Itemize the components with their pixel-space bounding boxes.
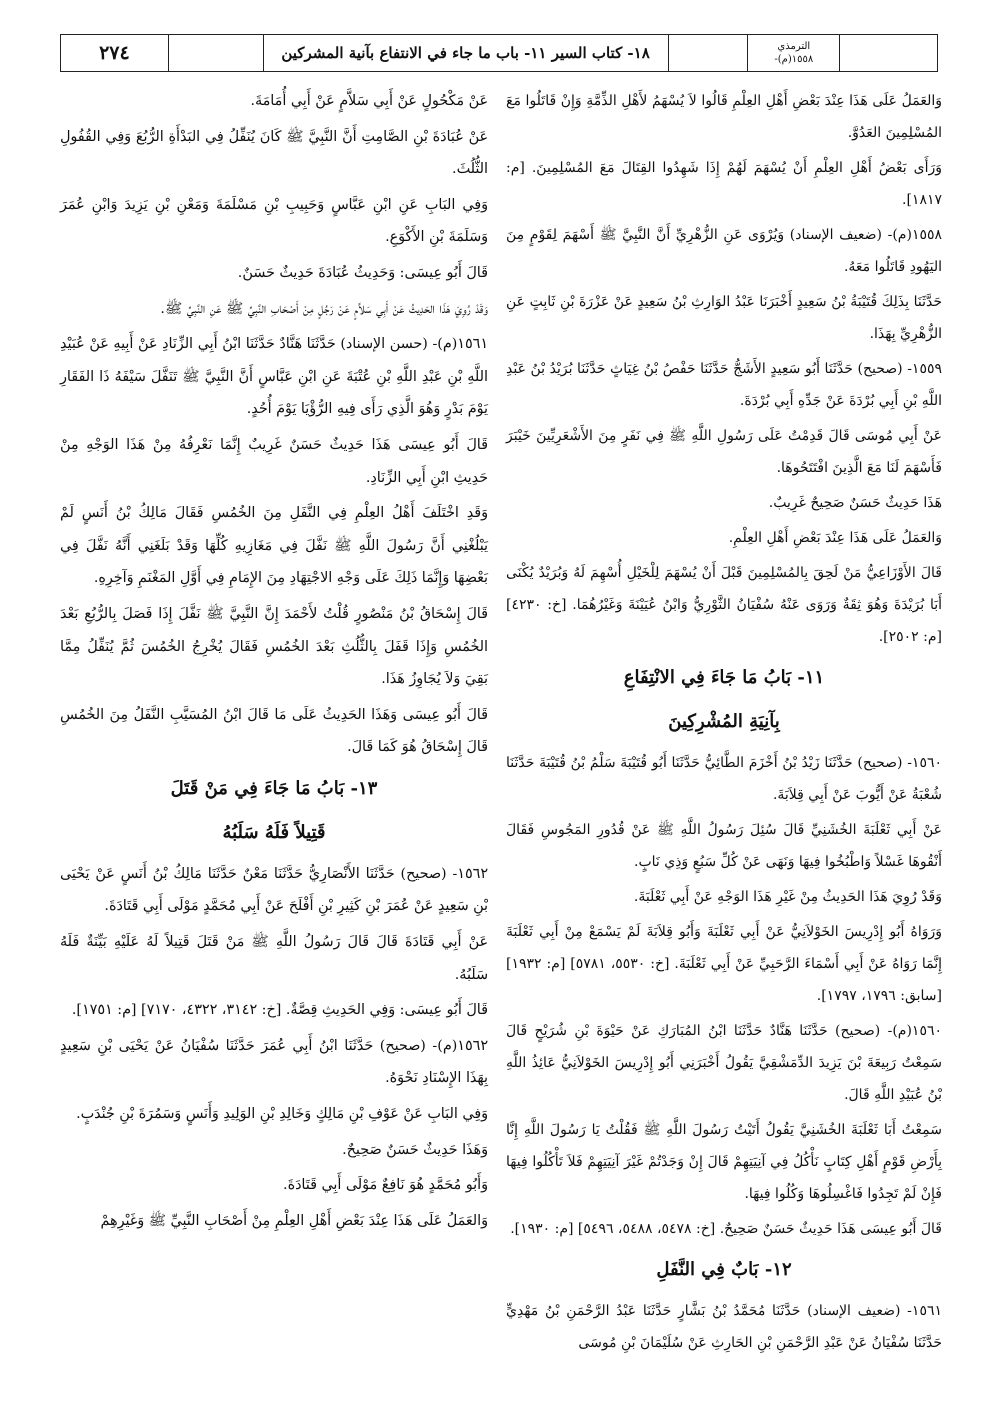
paragraph: قَالَ أَبُو عِيسَى وَهَذَا الحَدِيثُ عَلَى مَا قَالَ ابْنُ المُسَيَّبِ النَّفَلُ مِنَ الخُمُسِ قَالَ إِسْحَاقُ هُوَ كَمَا قَالَ. xyxy=(60,706,488,756)
header-spacer-cell xyxy=(169,35,264,71)
paragraph: عَنْ أَبِي قَتَادَةَ قَالَ قَالَ رَسُولُ اللَّهِ ﷺ مَنْ قَتَلَ قَتِيلاً لَهُ عَلَيْهِ بَيِّنَةٌ فَلَهُ سَلَبُهُ. xyxy=(60,934,488,983)
paragraph: ١٥٥٩- (صحيح) حَدَّثَنَا أَبُو سَعِيدٍ الأَشَجُّ حَدَّثَنَا حَفْصُ بْنُ غِيَاثٍ حَدَّثَنَا بُرَيْدُ بْنُ عَبْدِ اللَّهِ بْنِ أَبِي بُرْدَةَ عَنْ جَدِّهِ أَبِي بُرْدَةَ. xyxy=(506,361,942,409)
paragraph: ١٥٥٨(م)- (ضعيف الإسناد) وَيُرْوَى عَنِ الزُّهْرِيِّ أَنَّ النَّبِيَّ ﷺ أَسْهَمَ لِقَوْمٍ مِنَ اليَهُودِ قَاتَلُوا مَعَهُ. xyxy=(506,227,943,275)
paragraph: عَنْ عُبَادَةَ بْنِ الصَّامِتِ أَنَّ النَّبِيَّ ﷺ كَانَ يُنَفِّلُ فِي البَدْأَةِ الرُّبُعَ وَفِي القُفُولِ الثُّلُثَ. xyxy=(60,128,488,178)
paragraph: وَقَدِ اخْتَلَفَ أَهْلُ العِلْمِ فِي النَّفَلِ مِنَ الخُمُسِ فَقَالَ مَالِكُ بْنُ أَنَسٍ لَمْ يَبْلُغْنِي أَنَّ رَسُولَ اللَّهِ ﷺ نَفَّلَ فِي مَغَازِيهِ كُلِّهَا وَقَدْ بَلَغَنِي أَنَّهُ نَفَّلَ فِي بَعْضِهَا وَإِنَّمَا ذَلِكَ عَلَى وَجْهِ الاجْتِهَادِ مِنَ الإِمَامِ فِي أَوَّلِ المَغْنَمِ وَآخِرِهِ. xyxy=(60,505,488,587)
section-heading: ١٢- بَابٌ فِي النَّفَلِ xyxy=(656,1259,792,1280)
paragraph: ١٥٦١(م)- (حسن الإسناد) حَدَّثَنَا هَنَّادٌ حَدَّثَنَا ابْنُ أَبِي الزِّنَادِ عَنْ أَبِيهِ عَنْ عُبَيْدِ اللَّهِ بْنِ عَبْدِ اللَّهِ بْنِ عُتْبَةَ عَنِ ابْنِ عَبَّاسٍ أَنَّ النَّبِيَّ ﷺ تَنَفَّلَ سَيْفَهُ ذَا الفَقَارِ يَوْمَ بَدْرٍ وَهُوَ الَّذِي رَأَى فِيهِ الرُّؤْيَا يَوْمَ أُحُدٍ. xyxy=(60,336,488,418)
running-header xyxy=(60,34,938,72)
paragraph: وَقَدْ رُوِيَ هَذَا الحَدِيثُ مِنْ غَيْرِ هَذَا الوَجْهِ عَنْ أَبِي ثَعْلَبَةَ. xyxy=(633,889,942,905)
paragraph: قَالَ أَبُو عِيسَى هَذَا حَدِيثٌ حَسَنٌ غَرِيبٌ إِنَّمَا نَعْرِفُهُ مِنْ هَذَا الوَجْهِ مِنْ حَدِيثِ ابْنِ أَبِي الزِّنَادِ. xyxy=(60,436,488,486)
paragraph: ١٥٦١- (ضعيف الإسناد) حَدَّثَنَا مُحَمَّدُ بْنُ بَشَّارٍ حَدَّثَنَا عَبْدُ الرَّحْمَنِ بْنُ مَهْدِيٍّ حَدَّثَنَا سُفْيَانُ عَنْ عَبْدِ الرَّحْمَنِ بْنِ الحَارِثِ عَنْ سُلَيْمَانَ بْنِ مُوسَى xyxy=(506,1303,942,1351)
right-column xyxy=(506,85,942,1362)
source-badge xyxy=(748,35,840,71)
section-heading: ١١- بَابُ مَا جَاءَ فِي الانْتِفَاعِ xyxy=(623,667,825,688)
paragraph: ١٥٦٢- (صحيح) حَدَّثَنَا الأَنْصَارِيُّ حَدَّثَنَا مَعْنٌ حَدَّثَنَا مَالِكُ بْنُ أَنَسٍ عَنْ يَحْيَى بْنِ سَعِيدٍ عَنْ عُمَرَ بْنِ كَثِيرِ بْنِ أَفْلَحَ عَنْ أَبِي مُحَمَّدٍ مَوْلَى أَبِي قَتَادَةَ. xyxy=(60,865,488,915)
paragraph: وَالعَمَلُ عَلَى هَذَا عِنْدَ بَعْضِ أَهْلِ العِلْمِ مِنْ أَصْحَابِ النَّبِيِّ ﷺ وَغَيْرِهِمْ xyxy=(100,1212,488,1229)
paragraph: قَالَ إِسْحَاقُ بْنُ مَنْصُورٍ قُلْتُ لأَحْمَدَ إِنَّ النَّبِيَّ ﷺ نَفَّلَ إِذَا فَصَلَ بِالرُّبُعِ بَعْدَ الخُمُسِ وَإِذَا قَفَلَ بِالثُّلُثِ بَعْدَ الخُمُسِ فَقَالَ يُخْرِجُ الخُمُسَ ثُمَّ يُنَفِّلُ مِمَّا بَقِيَ وَلاَ يُجَاوِزُ هَذَا. xyxy=(60,605,488,688)
header-spacer-cell xyxy=(840,35,937,71)
running-title: ١٨- كتاب السير ١١- باب ما جاء في الانتفاع بآنية المشركين xyxy=(264,35,669,71)
paragraph: ١٥٦٢(م)- (صحيح) حَدَّثَنَا ابْنُ أَبِي عُمَرَ حَدَّثَنَا سُفْيَانُ عَنْ يَحْيَى بْنِ سَعِيدٍ بِهَذَا الإِسْنَادِ نَحْوَهُ. xyxy=(60,1037,488,1087)
paragraph: عَنْ مَكْحُولٍ عَنْ أَبِي سَلاَّمٍ عَنْ أَبِي أُمَامَةَ. xyxy=(250,93,488,109)
paragraph: وَهَذَا حَدِيثٌ حَسَنٌ صَحِيحٌ. xyxy=(342,1141,488,1158)
paragraph: عَنْ أَبِي ثَعْلَبَةَ الخُشَنِيِّ قَالَ سُئِلَ رَسُولُ اللَّهِ ﷺ عَنْ قُدُورِ المَجُوسِ فَقَالَ أَنْقُوهَا غَسْلاً وَاطْبُخُوا فِيهَا وَنَهَى عَنْ كُلِّ سَبُعٍ وَذِي نَابٍ. xyxy=(506,822,942,870)
paragraph: قَالَ أَبُو عِيسَى: وَفِي الحَدِيثِ قِصَّةٌ. [خ: ٣١٤٢، ٤٣٢٢، ٧١٧٠] [م: ١٧٥١]. xyxy=(71,1002,488,1019)
paragraph: وَرَأَى بَعْضُ أَهْلِ العِلْمِ أَنْ يُسْهَمَ لَهُمْ إِذَا شَهِدُوا القِتَالَ مَعَ المُسْلِمِينَ. [م: ١٨١٧]. xyxy=(506,160,942,208)
left-column xyxy=(60,85,488,1240)
paragraph: وَالعَمَلُ عَلَى هَذَا عِنْدَ بَعْضِ أَهْلِ العِلْمِ قَالُوا لاَ يُسْهَمُ لأَهْلِ الذِّمَّةِ وَإِنْ قَاتَلُوا مَعَ المُسْلِمِينَ العَدُوَّ. xyxy=(506,93,942,141)
page-number: ٢٧٤ xyxy=(61,35,169,71)
paragraph: حَدَّثَنَا بِذَلِكَ قُتَيْبَةُ بْنُ سَعِيدٍ أَخْبَرَنَا عَبْدُ الوَارِثِ بْنُ سَعِيدٍ عَنْ عَزْرَةَ بْنِ ثَابِتٍ عَنِ الزُّهْرِيِّ بِهَذَا. xyxy=(506,294,942,342)
paragraph: وَالعَمَلُ عَلَى هَذَا عِنْدَ بَعْضِ أَهْلِ العِلْمِ. xyxy=(728,530,942,546)
source-badge-line2: ١٥٥٨(م)- xyxy=(774,54,814,65)
paragraph: عَنْ أَبِي مُوسَى قَالَ قَدِمْتُ عَلَى رَسُولِ اللَّهِ ﷺ فِي نَفَرٍ مِنَ الأَشْعَرِيِّينَ خَيْبَرَ فَأَسْهَمَ لَنَا مَعَ الَّذِينَ افْتَتَحُوهَا. xyxy=(506,428,942,476)
paragraph: هَذَا حَدِيثٌ حَسَنٌ صَحِيحٌ غَرِيبٌ. xyxy=(768,495,942,511)
paragraph: قَالَ أَبُو عِيسَى: وَحَدِيثُ عُبَادَةَ حَدِيثٌ حَسَنٌ. xyxy=(237,264,488,281)
header-spacer-cell xyxy=(669,35,749,71)
source-badge-line1: الترمذي xyxy=(777,41,811,52)
paragraph: وَقَدْ رُوِيَ هَذَا الحَدِيثُ عَنْ أَبِي سَلاَّمٍ عَنْ رَجُلٍ مِنْ أَصْحَابِ النَّبِيِّ ﷺ عَنِ النَّبِيِّ ﷺ. xyxy=(160,300,488,317)
paragraph: وَأَبُو مُحَمَّدٍ هُوَ نَافِعٌ مَوْلَى أَبِي قَتَادَةَ. xyxy=(283,1177,488,1194)
paragraph: قَالَ أَبُو عِيسَى هَذَا حَدِيثٌ حَسَنٌ صَحِيحٌ. [خ: ٥٤٧٨، ٥٤٨٨، ٥٤٩٦] [م: ١٩٣٠]. xyxy=(510,1221,942,1237)
paragraph: وَفِي البَابِ عَنِ ابْنِ عَبَّاسٍ وَحَبِيبِ بْنِ مَسْلَمَةَ وَمَعْنِ بْنِ يَزِيدَ وَابْنِ عُمَرَ وَسَلَمَةَ بْنِ الأَكْوَعِ. xyxy=(60,196,488,246)
paragraph: وَفِي البَابِ عَنْ عَوْفِ بْنِ مَالِكٍ وَخَالِدِ بْنِ الوَلِيدِ وَأَنَسٍ وَسَمُرَةَ بْنِ جُنْدَبٍ. xyxy=(76,1106,488,1123)
paragraph: ١٥٦٠(م)- (صحيح) حَدَّثَنَا هَنَّادٌ حَدَّثَنَا ابْنُ المُبَارَكِ عَنْ حَيْوَةَ بْنِ شُرَيْحٍ قَالَ سَمِعْتُ رَبِيعَةَ بْنَ يَزِيدَ الدِّمَشْقِيَّ يَقُولُ أَخْبَرَنِي أَبُو إِدْرِيسَ الخَوْلاَنِيُّ عَائِذُ اللَّهِ بْنُ عُبَيْدِ اللَّهِ قَالَ. xyxy=(506,1023,942,1103)
section-heading: قَتِيلاً فَلَهُ سَلَبُهُ xyxy=(222,821,326,843)
paragraph: سَمِعْتُ أَبَا ثَعْلَبَةَ الخُشَنِيَّ يَقُولُ أَتَيْتُ رَسُولَ اللَّهِ ﷺ فَقُلْتُ يَا رَسُولَ اللَّهِ إِنَّا بِأَرْضِ قَوْمٍ أَهْلِ كِتَابٍ نَأْكُلُ فِي آنِيَتِهِمْ قَالَ إِنْ وَجَدْتُمْ غَيْرَ آنِيَتِهِمْ فَلاَ تَأْكُلُوا فِيهَا فَإِنْ لَمْ تَجِدُوا فَاغْسِلُوهَا وَكُلُوا فِيهَا. xyxy=(506,1122,942,1202)
paragraph: وَرَوَاهُ أَبُو إِدْرِيسَ الخَوْلاَنِيُّ عَنْ أَبِي ثَعْلَبَةَ وَأَبُو قِلاَبَةَ لَمْ يَسْمَعْ مِنْ أَبِي ثَعْلَبَةَ إِنَّمَا رَوَاهُ عَنْ أَبِي أَسْمَاءَ الرَّحَبِيِّ عَنْ أَبِي ثَعْلَبَةَ. [خ: ٥٥٣٠، ٥٧٨١] [م: ١٩٣٢] [سابق: ١٧٩٦، ١٧٩٧]. xyxy=(506,924,943,1004)
section-heading: ١٣- بَابُ مَا جَاءَ فِي مَنْ قَتَلَ xyxy=(170,777,378,799)
paragraph: ١٥٦٠- (صحيح) حَدَّثَنَا زَيْدُ بْنُ أَخْزَمَ الطَّائِيُّ حَدَّثَنَا أَبُو قُتَيْبَةَ سَلْمُ بْنُ قُتَيْبَةَ حَدَّثَنَا شُعْبَةُ عَنْ أَيُّوبَ عَنْ أَبِي قِلاَبَةَ. xyxy=(506,755,942,803)
section-heading: بِآنِيَةِ المُشْرِكِينَ xyxy=(668,711,780,732)
paragraph: قَالَ الأَوْزَاعِيُّ مَنْ لَحِقَ بِالمُسْلِمِينَ قَبْلَ أَنْ يُسْهَمَ لِلْخَيْلِ أُسْهِمَ لَهُ وَبُرَيْدٌ يُكْنَى أَبَا بُرَيْدَةَ وَهُوَ ثِقَةٌ وَرَوَى عَنْهُ سُفْيَانُ الثَّوْرِيُّ وَابْنُ عُيَيْنَةَ وَغَيْرُهُمَا. [خ: ٤٢٣٠] [م: ٢٥٠٢]. xyxy=(506,565,942,645)
